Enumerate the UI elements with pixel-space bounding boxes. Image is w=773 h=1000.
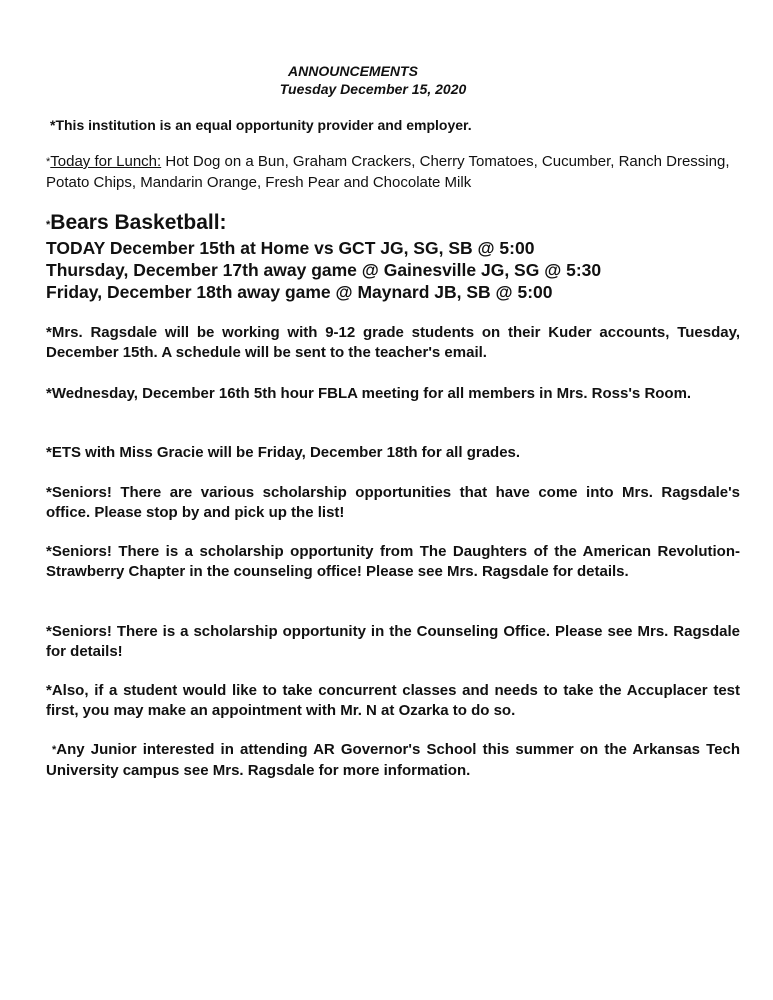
governors-text: Any Junior interested in attending AR Governor's School this summer on the Arkansas Tech University campus see Mrs. Ragsdale for more information. bbox=[46, 741, 740, 779]
basketball-game: Thursday, December 17th away game @ Gainesville JG, SG @ 5:30 bbox=[46, 260, 602, 280]
basketball-title-text: Bears Basketball: bbox=[50, 211, 227, 234]
page-title: ANNOUNCEMENTS bbox=[288, 63, 418, 79]
basketball-game: TODAY December 15th at Home vs GCT JG, SG, SB @ 5:00 bbox=[46, 238, 535, 258]
lunch-star: * bbox=[46, 156, 51, 168]
seniors-counseling-announcement: *Seniors! There is a scholarship opportunity in the Counseling Office. Please see Mrs. Ragsdale for details! bbox=[46, 623, 740, 660]
kuder-announcement: *Mrs. Ragsdale will be working with 9-12 grade students on their Kuder accounts, Tuesday, December 15th. A schedule will be sent to the teacher's email. bbox=[46, 324, 740, 361]
basketball-game: Friday, December 18th away game @ Maynard JB, SB @ 5:00 bbox=[46, 282, 553, 302]
lunch-label: Today for Lunch: bbox=[50, 153, 162, 170]
basketball-announcement bbox=[46, 211, 740, 303]
concurrent-announcement: *Also, if a student would like to take concurrent classes and needs to take the Accuplacer test first, you may make an appointment with Mr. N at Ozarka to do so. bbox=[46, 682, 740, 719]
lunch-announcement bbox=[46, 152, 740, 192]
basketball-star: * bbox=[46, 219, 51, 231]
governors-school-announcement bbox=[46, 740, 740, 780]
basketball-title bbox=[46, 211, 740, 237]
fbla-announcement: *Wednesday, December 16th 5th hour FBLA meeting for all members in Mrs. Ross's Room. bbox=[46, 385, 692, 402]
equal-opportunity-notice: *This institution is an equal opportunity provider and employer. bbox=[50, 117, 472, 133]
ets-announcement: *ETS with Miss Gracie will be Friday, December 18th for all grades. bbox=[46, 444, 521, 461]
seniors-dar-announcement: *Seniors! There is a scholarship opportunity from The Daughters of the American Revolution-Strawberry Chapter in the counseling office! Please see Mrs. Ragsdale for details. bbox=[46, 543, 740, 580]
seniors-list-announcement: *Seniors! There are various scholarship opportunities that have come into Mrs. Ragsdale's office. Please stop by and pick up the list! bbox=[46, 484, 740, 521]
lunch-menu: Hot Dog on a Bun, Graham Crackers, Cherry Tomatoes, Cucumber, Ranch Dressing, Potato Chips, Mandarin Orange, Fresh Pear and Chocolate Milk bbox=[46, 153, 730, 191]
page-date: Tuesday December 15, 2020 bbox=[279, 81, 467, 97]
governors-star: * bbox=[52, 744, 57, 756]
